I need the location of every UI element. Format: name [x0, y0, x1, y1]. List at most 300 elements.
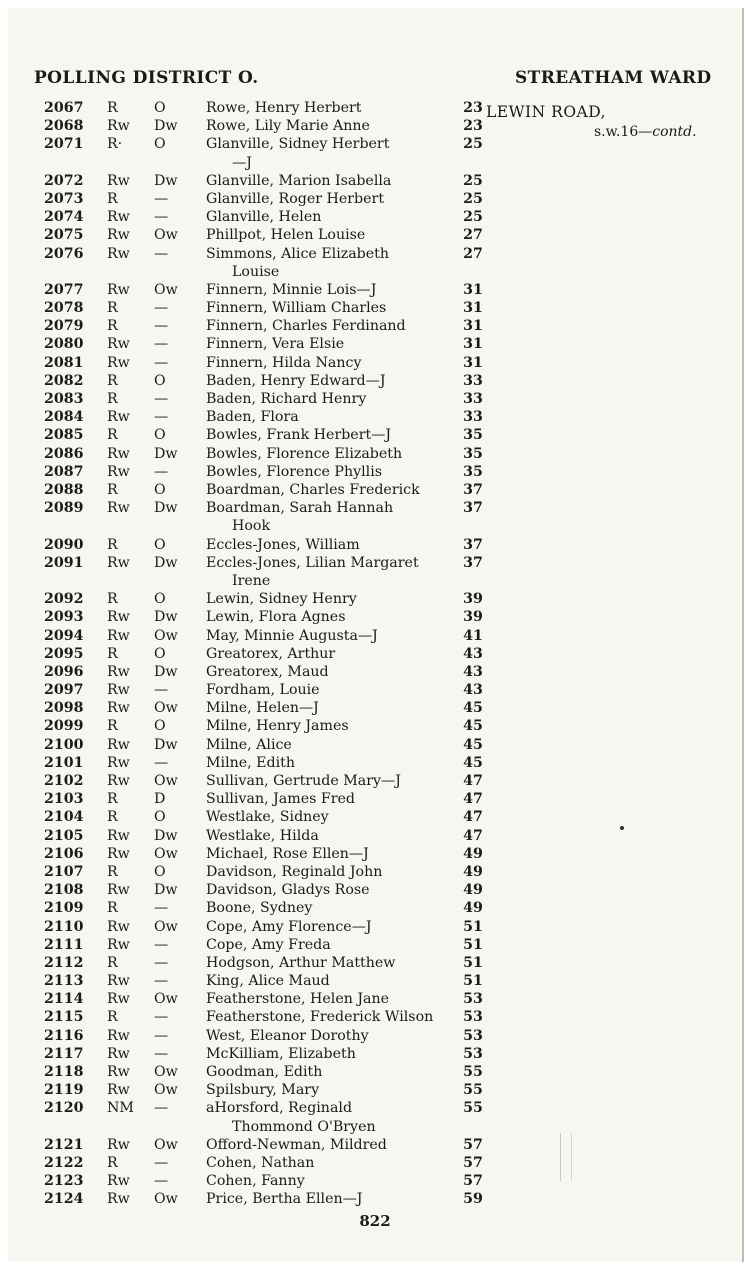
elector-name: West, Eleanor Dorothy [206, 1027, 369, 1044]
qualification-occupation: — [154, 1100, 169, 1117]
elector-name: Cohen, Fanny [206, 1173, 305, 1190]
qualification-occupation: Ow [154, 227, 178, 244]
elector-number: 2106 [44, 845, 84, 862]
elector-row [8, 1190, 742, 1208]
elector-row [8, 1027, 742, 1045]
house-number: 31 [463, 336, 483, 353]
qualification-occupation: O [154, 536, 166, 553]
elector-number: 2093 [44, 609, 84, 626]
qualification-occupation: Ow [154, 1136, 178, 1153]
elector-row [8, 1154, 742, 1172]
elector-name-cell [206, 299, 464, 317]
elector-name-cell [206, 845, 464, 863]
elector-name: Featherstone, Frederick Wilson [206, 1009, 434, 1026]
house-number: 49 [463, 882, 483, 899]
qualification-residence: Rw [107, 845, 130, 862]
elector-name-cell [206, 426, 464, 444]
house-number: 51 [463, 954, 483, 971]
qualification-occupation: — [154, 354, 169, 371]
elector-name-cell [206, 1027, 464, 1045]
qualification-occupation: Dw [154, 445, 178, 462]
qualification-residence: Rw [107, 882, 130, 899]
elector-row [8, 790, 742, 808]
qualification-residence: R· [107, 136, 123, 153]
elector-name: Finnern, Minnie Lois—J [206, 281, 377, 298]
qualification-occupation: — [154, 409, 169, 426]
qualification-occupation: — [154, 900, 169, 917]
qualification-residence: R [107, 645, 118, 662]
elector-name-cell [206, 245, 464, 281]
elector-row [8, 463, 742, 481]
page-number: 822 [359, 1212, 391, 1230]
house-number: 59 [463, 1191, 483, 1208]
qualification-occupation: — [154, 1154, 169, 1171]
elector-name: Simmons, Alice Elizabeth [206, 245, 389, 262]
elector-row [8, 936, 742, 954]
house-number: 49 [463, 845, 483, 862]
qualification-residence: Rw [107, 500, 130, 517]
elector-name-cell [206, 335, 464, 353]
elector-name-cell [206, 827, 464, 845]
house-number: 25 [463, 172, 483, 189]
qualification-residence: R [107, 190, 118, 207]
qualification-occupation: — [154, 954, 169, 971]
elector-row [8, 372, 742, 390]
elector-number: 2121 [44, 1136, 84, 1153]
elector-name-cell [206, 754, 464, 772]
elector-number: 2073 [44, 190, 84, 207]
register-page [8, 8, 744, 1262]
house-number: 37 [463, 481, 483, 498]
qualification-occupation: — [154, 754, 169, 771]
elector-number: 2079 [44, 318, 84, 335]
elector-row [8, 1008, 742, 1026]
qualification-residence: Rw [107, 773, 130, 789]
elector-name: Hodgson, Arthur Matthew [206, 954, 396, 971]
qualification-residence: Rw [107, 1173, 130, 1190]
qualification-residence: R [107, 100, 118, 116]
polling-district-heading: POLLING DISTRICT O. [34, 68, 259, 88]
qualification-occupation: Ow [154, 991, 178, 1008]
qualification-occupation: O [154, 481, 166, 498]
qualification-residence: Rw [107, 1191, 130, 1208]
elector-list [8, 99, 742, 1209]
qualification-occupation: — [154, 1045, 169, 1062]
elector-row [8, 590, 742, 608]
qualification-residence: Rw [107, 354, 130, 371]
qualification-occupation: — [154, 1173, 169, 1190]
elector-name: Boone, Sydney [206, 900, 313, 917]
elector-row [8, 1081, 742, 1099]
elector-name-cell [206, 717, 464, 735]
elector-row [8, 808, 742, 826]
qualification-residence: Rw [107, 936, 130, 953]
elector-name: Michael, Rose Ellen—J [206, 845, 369, 862]
elector-number: 2077 [44, 281, 84, 298]
elector-name-cell [206, 645, 464, 663]
elector-row [8, 1099, 742, 1135]
elector-name-cell [206, 99, 464, 117]
elector-name-cell [206, 226, 464, 244]
qualification-residence: Rw [107, 918, 130, 935]
elector-name-cell [206, 372, 464, 390]
elector-number: 2078 [44, 300, 84, 317]
elector-name: Cohen, Nathan [206, 1154, 315, 1171]
qualification-residence: Rw [107, 463, 130, 480]
elector-name: Eccles-Jones, William [206, 536, 360, 553]
elector-name-cell [206, 408, 464, 426]
elector-row [8, 117, 742, 135]
qualification-residence: R [107, 900, 118, 917]
qualification-residence: Rw [107, 1064, 130, 1080]
elector-row [8, 445, 742, 463]
elector-number: 2123 [44, 1173, 84, 1190]
house-number: 47 [463, 809, 483, 826]
qualification-residence: Rw [107, 227, 130, 244]
qualification-occupation: Dw [154, 172, 178, 189]
elector-name-cell [206, 608, 464, 626]
qualification-residence: Rw [107, 754, 130, 771]
qualification-residence: Rw [107, 627, 130, 644]
qualification-residence: Rw [107, 827, 130, 844]
elector-name: Glanville, Roger Herbert [206, 190, 385, 207]
elector-name-cell [206, 1045, 464, 1063]
elector-name: Finnern, Vera Elsie [206, 336, 345, 353]
house-number: 53 [463, 1009, 483, 1026]
elector-name: Boardman, Sarah Hannah [206, 500, 394, 517]
elector-number: 2111 [44, 936, 84, 953]
elector-number: 2084 [44, 409, 84, 426]
elector-name-continuation: Hook [232, 518, 271, 535]
elector-name-cell [206, 445, 464, 463]
qualification-residence: Rw [107, 281, 130, 298]
elector-row [8, 554, 742, 590]
elector-name: Finnern, Charles Ferdinand [206, 318, 406, 335]
elector-number: 2075 [44, 227, 84, 244]
elector-name: Bowles, Florence Elizabeth [206, 445, 403, 462]
house-number: 35 [463, 463, 483, 480]
elector-name-cell [206, 899, 464, 917]
elector-name: Goodman, Edith [206, 1064, 323, 1080]
elector-name: Cope, Amy Freda [206, 936, 331, 953]
elector-row [8, 1045, 742, 1063]
elector-name-cell [206, 117, 464, 135]
elector-name-cell [206, 390, 464, 408]
elector-row [8, 627, 742, 645]
qualification-residence: R [107, 318, 118, 335]
elector-row [8, 1136, 742, 1154]
elector-number: 2096 [44, 663, 84, 680]
qualification-occupation: — [154, 318, 169, 335]
qualification-residence: Rw [107, 409, 130, 426]
elector-number: 2072 [44, 172, 84, 189]
elector-name-cell [206, 699, 464, 717]
elector-name: Greatorex, Maud [206, 663, 329, 680]
qualification-occupation: Ow [154, 627, 178, 644]
elector-row [8, 645, 742, 663]
elector-name: Davidson, Gladys Rose [206, 882, 370, 899]
qualification-residence: R [107, 372, 118, 389]
elector-row [8, 281, 742, 299]
elector-number: 2091 [44, 554, 84, 571]
qualification-occupation: — [154, 190, 169, 207]
elector-name-continuation: Irene [232, 572, 271, 589]
elector-name: Price, Bertha Ellen—J [206, 1191, 363, 1208]
elector-number: 2090 [44, 536, 84, 553]
elector-name-cell [206, 954, 464, 972]
house-number: 37 [463, 536, 483, 553]
elector-row [8, 426, 742, 444]
elector-name: Greatorex, Arthur [206, 645, 336, 662]
qualification-residence: Rw [107, 336, 130, 353]
elector-row [8, 172, 742, 190]
elector-name-cell [206, 990, 464, 1008]
qualification-occupation: — [154, 245, 169, 262]
elector-number: 2110 [44, 918, 84, 935]
qualification-occupation: O [154, 372, 166, 389]
elector-name: Baden, Henry Edward—J [206, 372, 386, 389]
elector-name: Milne, Helen—J [206, 700, 319, 717]
house-number: 51 [463, 973, 483, 990]
elector-name-cell [206, 1172, 464, 1190]
qualification-occupation: Ow [154, 1191, 178, 1208]
elector-name-cell [206, 808, 464, 826]
house-number: 51 [463, 936, 483, 953]
house-number: 57 [463, 1173, 483, 1190]
qualification-residence: R [107, 481, 118, 498]
qualification-residence: R [107, 1154, 118, 1171]
ward-heading: STREATHAM WARD [515, 68, 712, 88]
elector-number: 2119 [44, 1082, 84, 1099]
qualification-occupation: — [154, 391, 169, 408]
house-number: 33 [463, 391, 483, 408]
elector-name: Milne, Alice [206, 736, 292, 753]
elector-name-cell [206, 972, 464, 990]
qualification-residence: Rw [107, 554, 130, 571]
elector-name: Phillpot, Helen Louise [206, 227, 366, 244]
elector-row [8, 481, 742, 499]
elector-name: aHorsford, Reginald [206, 1100, 353, 1117]
qualification-occupation: — [154, 1027, 169, 1044]
qualification-residence: NM [107, 1100, 134, 1117]
paper-speck [620, 826, 624, 830]
elector-row [8, 754, 742, 772]
elector-name-cell [206, 918, 464, 936]
elector-row [8, 863, 742, 881]
qualification-residence: R [107, 954, 118, 971]
elector-name: Davidson, Reginald John [206, 863, 383, 880]
elector-number: 2087 [44, 463, 84, 480]
elector-number: 2098 [44, 700, 84, 717]
elector-number: 2086 [44, 445, 84, 462]
elector-name-cell [206, 354, 464, 372]
elector-number: 2095 [44, 645, 84, 662]
elector-row [8, 699, 742, 717]
elector-number: 2113 [44, 973, 84, 990]
elector-name-cell [206, 554, 464, 590]
elector-row [8, 608, 742, 626]
elector-name-continuation: Louise [232, 263, 280, 280]
elector-row [8, 918, 742, 936]
qualification-residence: Rw [107, 736, 130, 753]
elector-row [8, 226, 742, 244]
elector-name-cell [206, 663, 464, 681]
elector-row [8, 408, 742, 426]
elector-name-cell [206, 1099, 464, 1135]
qualification-residence: Rw [107, 700, 130, 717]
elector-row [8, 899, 742, 917]
elector-number: 2100 [44, 736, 84, 753]
qualification-residence: R [107, 591, 118, 608]
qualification-residence: Rw [107, 118, 130, 135]
qualification-occupation: — [154, 936, 169, 953]
elector-name-cell [206, 790, 464, 808]
elector-number: 2071 [44, 136, 84, 153]
paper-crease [560, 1133, 572, 1181]
elector-name: Lewin, Flora Agnes [206, 609, 346, 626]
qualification-residence: Rw [107, 663, 130, 680]
elector-name-cell [206, 536, 464, 554]
qualification-occupation: — [154, 209, 169, 226]
qualification-occupation: O [154, 863, 166, 880]
qualification-occupation: Dw [154, 609, 178, 626]
qualification-occupation: — [154, 1009, 169, 1026]
elector-name: Boardman, Charles Frederick [206, 481, 420, 498]
qualification-residence: Rw [107, 245, 130, 262]
elector-number: 2094 [44, 627, 84, 644]
elector-name: Finnern, Hilda Nancy [206, 354, 362, 371]
elector-name: Cope, Amy Florence—J [206, 918, 372, 935]
elector-name-continuation: Thommond O'Bryen [232, 1118, 376, 1135]
elector-number: 2067 [44, 100, 84, 116]
elector-number: 2097 [44, 682, 84, 699]
elector-row [8, 390, 742, 408]
house-number: 25 [463, 136, 483, 153]
qualification-occupation: Dw [154, 663, 178, 680]
elector-name: Finnern, William Charles [206, 300, 387, 317]
qualification-residence: R [107, 809, 118, 826]
qualification-residence: R [107, 718, 118, 735]
house-number: 43 [463, 663, 483, 680]
elector-row [8, 827, 742, 845]
house-number: 47 [463, 827, 483, 844]
house-number: 53 [463, 1027, 483, 1044]
elector-name-cell [206, 481, 464, 499]
qualification-occupation: Dw [154, 118, 178, 135]
elector-name: Fordham, Louie [206, 682, 320, 699]
elector-row [8, 208, 742, 226]
elector-row [8, 245, 742, 281]
house-number: 41 [463, 627, 483, 644]
elector-row [8, 681, 742, 699]
qualification-occupation: — [154, 336, 169, 353]
house-number: 55 [463, 1064, 483, 1080]
house-number: 47 [463, 773, 483, 789]
elector-row [8, 717, 742, 735]
house-number: 51 [463, 918, 483, 935]
elector-number: 2105 [44, 827, 84, 844]
house-number: 55 [463, 1082, 483, 1099]
qualification-occupation: O [154, 591, 166, 608]
elector-row [8, 335, 742, 353]
elector-row [8, 135, 742, 171]
qualification-residence: R [107, 863, 118, 880]
elector-name: Bowles, Frank Herbert—J [206, 427, 392, 444]
elector-name: Eccles-Jones, Lilian Margaret [206, 554, 419, 571]
qualification-residence: R [107, 1009, 118, 1026]
elector-number: 2109 [44, 900, 84, 917]
elector-name-cell [206, 772, 464, 790]
elector-number: 2092 [44, 591, 84, 608]
house-number: 37 [463, 554, 483, 571]
elector-row [8, 299, 742, 317]
qualification-residence: R [107, 791, 118, 808]
qualification-occupation: Ow [154, 773, 178, 789]
elector-name-cell [206, 463, 464, 481]
elector-name: King, Alice Maud [206, 973, 330, 990]
qualification-occupation: Ow [154, 1082, 178, 1099]
house-number: 33 [463, 409, 483, 426]
elector-number: 2102 [44, 773, 84, 789]
elector-name: Rowe, Henry Herbert [206, 100, 362, 116]
qualification-occupation: — [154, 682, 169, 699]
house-number: 53 [463, 991, 483, 1008]
elector-row [8, 317, 742, 335]
house-number: 31 [463, 354, 483, 371]
qualification-occupation: Ow [154, 700, 178, 717]
street-name: LEWIN ROAD, [486, 103, 607, 121]
elector-name-cell [206, 1154, 464, 1172]
house-number: 45 [463, 736, 483, 753]
qualification-residence: Rw [107, 1027, 130, 1044]
qualification-occupation: Ow [154, 281, 178, 298]
elector-number: 2114 [44, 991, 84, 1008]
house-number: 53 [463, 1045, 483, 1062]
qualification-occupation: O [154, 718, 166, 735]
elector-row [8, 772, 742, 790]
elector-row [8, 1172, 742, 1190]
elector-name: Baden, Richard Henry [206, 391, 367, 408]
qualification-occupation: O [154, 100, 166, 116]
elector-name: Bowles, Florence Phyllis [206, 463, 383, 480]
house-number: 31 [463, 318, 483, 335]
elector-name: Westlake, Sidney [206, 809, 329, 826]
house-number: 31 [463, 300, 483, 317]
house-number: 39 [463, 591, 483, 608]
elector-number: 2115 [44, 1009, 84, 1026]
qualification-residence: Rw [107, 172, 130, 189]
elector-number: 2085 [44, 427, 84, 444]
elector-name-cell [206, 281, 464, 299]
elector-number: 2101 [44, 754, 84, 771]
elector-number: 2074 [44, 209, 84, 226]
qualification-occupation: Dw [154, 882, 178, 899]
house-number: 43 [463, 682, 483, 699]
elector-number: 2120 [44, 1100, 84, 1117]
elector-number: 2107 [44, 863, 84, 880]
qualification-occupation: O [154, 645, 166, 662]
house-number: 49 [463, 900, 483, 917]
elector-name: Sullivan, Gertrude Mary—J [206, 773, 401, 789]
qualification-residence: Rw [107, 973, 130, 990]
elector-row [8, 190, 742, 208]
elector-number: 2068 [44, 118, 84, 135]
elector-name: Milne, Edith [206, 754, 295, 771]
elector-number: 2104 [44, 809, 84, 826]
elector-row [8, 972, 742, 990]
elector-number: 2108 [44, 882, 84, 899]
elector-number: 2116 [44, 1027, 84, 1044]
